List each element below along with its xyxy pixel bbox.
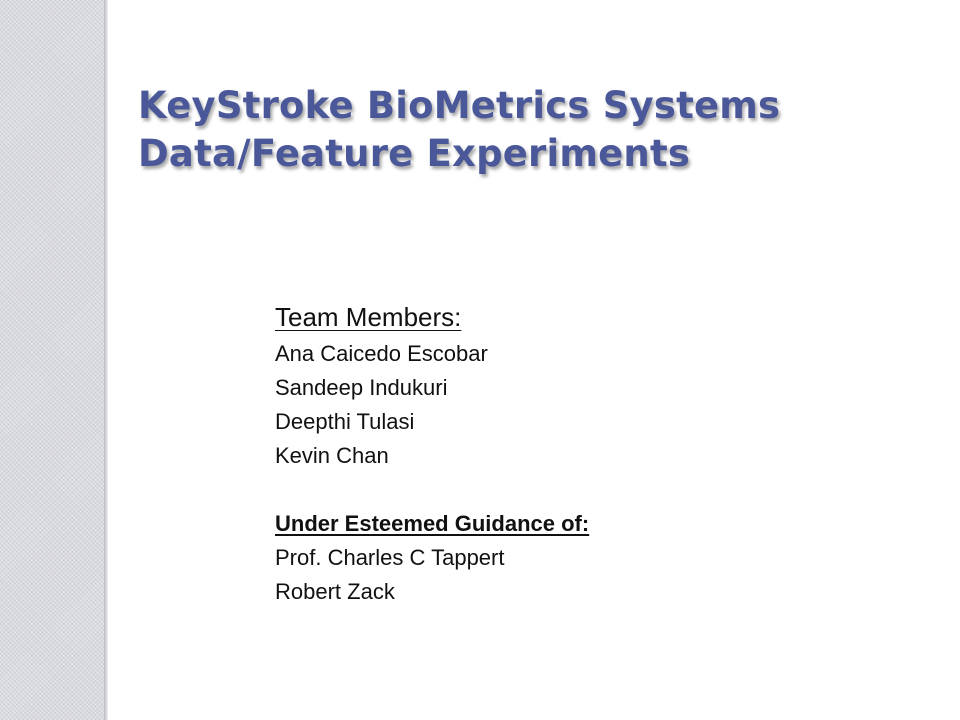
team-member: Ana Caicedo Escobar — [275, 341, 488, 366]
side-strip-edge — [104, 0, 108, 720]
team-member: Deepthi Tulasi — [275, 409, 415, 434]
spacer — [275, 473, 915, 507]
team-members-heading: Team Members: — [275, 302, 462, 332]
title-line-1: KeyStroke BioMetrics Systems — [138, 84, 781, 127]
advisor: Robert Zack — [275, 579, 395, 604]
team-member: Sandeep Indukuri — [275, 375, 448, 400]
decorative-side-strip — [0, 0, 104, 720]
advisor: Prof. Charles C Tappert — [275, 545, 505, 570]
title-line-2: Data/Feature Experiments — [138, 132, 691, 175]
team-member: Kevin Chan — [275, 443, 389, 468]
slide-title — [138, 82, 938, 178]
slide-body — [275, 297, 915, 609]
guidance-heading: Under Esteemed Guidance of: — [275, 511, 590, 536]
